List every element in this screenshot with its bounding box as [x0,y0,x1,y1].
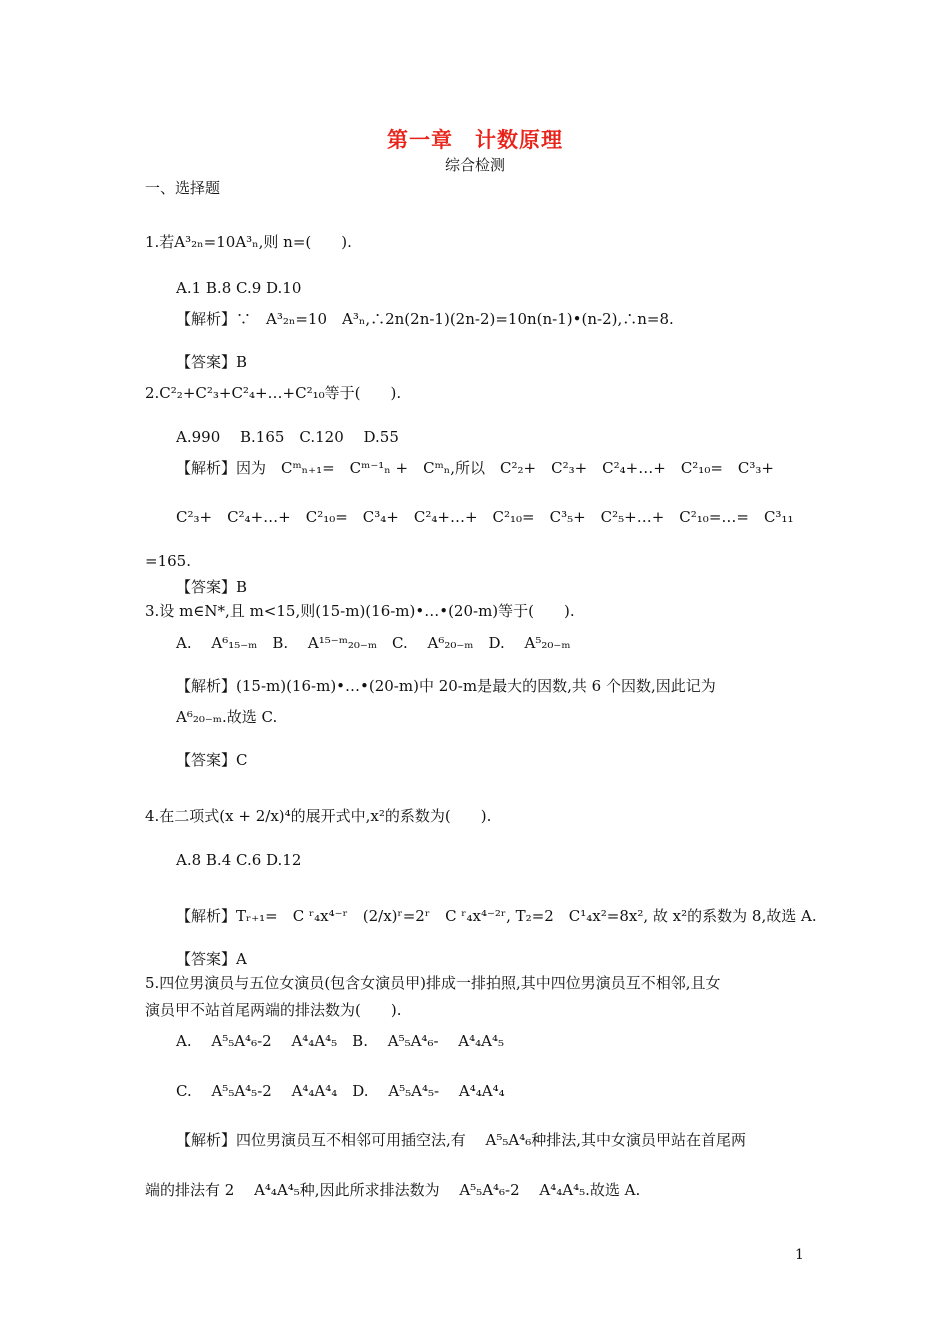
line-q3-sol-1: 【解析】(15-m)(16-m)•…•(20-m)中 20-m是最大的因数,共 6 个因数,因此记为 [176,677,716,695]
page-number: 1 [795,1247,804,1263]
line-q5-2: 演员甲不站首尾两端的排法数为( ). [145,1001,402,1019]
line-q1: 1.若A³₂ₙ=10A³ₙ,则 n=( ). [145,233,352,251]
line-q5-opt-cd: C. A⁵₅A⁴₅-2 A⁴₄A⁴₄ D. A⁵₅A⁴₅- A⁴₄A⁴₄ [176,1082,505,1100]
line-q4-opts: A.8 B.4 C.6 D.12 [176,851,302,869]
line-q3-ans: 【答案】C [176,751,248,769]
line-q4-ans: 【答案】A [176,950,247,968]
document-title: 第一章 计数原理 [387,127,563,152]
line-q3: 3.设 m∈N*,且 m<15,则(15-m)(16-m)•…•(20-m)等于( ). [145,602,575,620]
line-q5-opt-ab: A. A⁵₅A⁴₆-2 A⁴₄A⁴₅ B. A⁵₅A⁴₆- A⁴₄A⁴₅ [176,1032,505,1050]
line-q1-sol: 【解析】∵ A³₂ₙ=10 A³ₙ,∴2n(2n-1)(2n-2)=10n(n-1)•(n-2),∴n=8. [176,310,674,328]
line-q2-sol-1: 【解析】因为 Cᵐₙ₊₁= Cᵐ⁻¹ₙ + Cᵐₙ,所以 C²₂+ C²₃+ C²₄+…+ C²₁₀= C³₃+ [176,459,774,477]
line-q5-sol-2: 端的排法有 2 A⁴₄A⁴₅种,因此所求排法数为 A⁵₅A⁴₆-2 A⁴₄A⁴₅.故选 A. [145,1181,641,1199]
line-q2-ans: 【答案】B [176,578,248,596]
line-q4-sol: 【解析】Tᵣ₊₁= C ʳ₄x⁴⁻ʳ (2/x)ʳ=2ʳ C ʳ₄x⁴⁻²ʳ, T₂=2 C¹₄x²=8x², 故 x²的系数为 8,故选 A. [176,907,817,925]
line-q3-sol-2: A⁶₂₀₋ₘ.故选 C. [176,708,278,726]
document-subtitle: 综合检测 [444,156,505,174]
section-heading: 一、选择题 [145,179,221,197]
line-q2-opts: A.990 B.165 C.120 D.55 [176,428,399,446]
line-q4: 4.在二项式(x + 2/x)⁴的展开式中,x²的系数为( ). [145,807,492,825]
line-q3-opts: A. A⁶₁₅₋ₘ B. A¹⁵⁻ᵐ₂₀₋ₘ C. A⁶₂₀₋ₘ D. A⁵₂₀₋ₘ [176,634,571,652]
line-q1-opts: A.1 B.8 C.9 D.10 [176,279,302,297]
line-q5-1: 5.四位男演员与五位女演员(包含女演员甲)排成一排拍照,其中四位男演员互不相邻,且女 [145,974,721,992]
line-q5-sol-1: 【解析】四位男演员互不相邻可用插空法,有 A⁵₅A⁴₆种排法,其中女演员甲站在首尾两 [176,1131,747,1149]
line-q1-ans: 【答案】B [176,353,248,371]
line-q2: 2.C²₂+C²₃+C²₄+…+C²₁₀等于( ). [145,384,402,402]
line-q2-sol-3: =165. [145,552,191,570]
line-q2-sol-2: C²₃+ C²₄+…+ C²₁₀= C³₄+ C²₄+…+ C²₁₀= C³₅+ C²₅+…+ C²₁₀=…= C³₁₁ [176,508,794,526]
